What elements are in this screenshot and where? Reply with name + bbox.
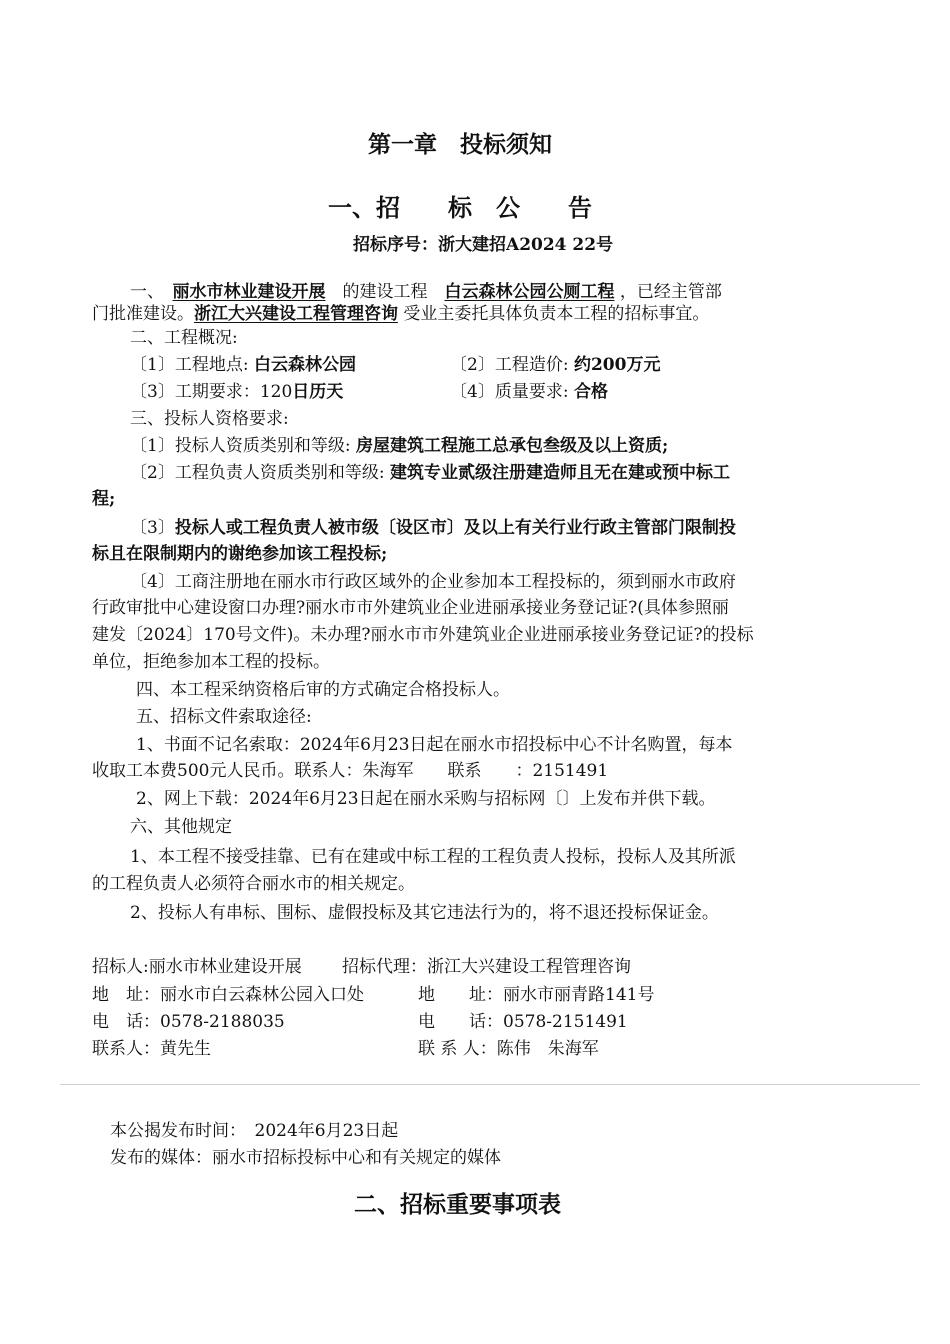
- intro-prefix: 一、: [130, 282, 156, 302]
- quality-label: 〔4〕质量要求:: [450, 382, 569, 402]
- tenderer-address: 地 址：丽水市白云森林公园入口处: [92, 985, 364, 1005]
- qualification-1: [130, 434, 668, 458]
- qualification-2-value: 建筑专业贰级注册建造师且无在建或预中标工: [389, 463, 730, 483]
- cost-value: 约200万元: [573, 355, 661, 375]
- divider-line: [60, 1084, 920, 1085]
- agency-phone: 电 话：0578-2151491: [418, 1012, 628, 1032]
- qualification-1-value: 房屋建筑工程施工总承包叁级及以上资质;: [355, 436, 669, 456]
- qualification-4-line-4: 单位，拒绝参加本工程的投标。: [92, 652, 330, 672]
- tenderer-phone: 电 话：0578-2188035: [92, 1012, 285, 1032]
- overview-heading: 二、工程概况:: [130, 328, 238, 348]
- section-5-item-2: 2、网上下载：2024年6月23日起在丽水采购与招标网〔〕上发布并供下载。: [136, 789, 716, 809]
- qualification-2-cont: 程;: [92, 489, 116, 509]
- publish-time: 本公揭发布时间： 2024年6月23日起: [110, 1121, 399, 1141]
- agency-address: 地 址：丽水市丽青路141号: [418, 985, 655, 1005]
- section-6-heading: 六、其他规定: [130, 817, 232, 837]
- qualification-1-label: 〔1〕投标人资质类别和等级:: [130, 436, 351, 456]
- section-5-item-1-line-1: 1、书面不记名索取：2024年6月23日起在丽水市招投标中心不计名购置，每本: [136, 735, 733, 755]
- tenderer-contact: 联系人：黄先生: [92, 1039, 211, 1059]
- agency-contact: 联 系 人：陈伟 朱海军: [418, 1039, 599, 1059]
- qualification-2: [130, 461, 730, 485]
- qualification-3: [130, 516, 736, 540]
- owner-name: 丽水市林业建设开展: [172, 282, 326, 302]
- section-title-announcement: 一、招 标 公 告: [328, 194, 592, 222]
- intro-line2-suffix: 受业主委托具体负责本工程的招标事宜。: [403, 304, 710, 324]
- section-6-item-2: 2、投标人有串标、围标、虚假投标及其它违法行为的，将不退还投标保证金。: [130, 903, 719, 923]
- location-value: 白云森林公园: [253, 355, 356, 375]
- period-value: 日历天: [292, 382, 344, 402]
- overview-period: [130, 380, 343, 404]
- tender-serial-number: 招标序号：浙大建招A2024 22号: [353, 235, 614, 255]
- qualification-3-label: 〔3〕: [130, 518, 175, 538]
- intro-line-1: [130, 280, 722, 304]
- overview-cost: [450, 353, 660, 377]
- chapter-title: 第一章 投标须知: [368, 132, 552, 158]
- tenderer-name: 招标人:丽水市林业建设开展: [92, 957, 302, 977]
- qualification-3-cont: 标且在限制期内的谢绝参加该工程投标;: [92, 544, 388, 564]
- period-label: 〔3〕工期要求：120: [130, 382, 293, 402]
- agent-name: 浙江大兴建设工程管理咨询: [194, 304, 398, 324]
- project-name: 白云森林公园公厕工程: [444, 282, 615, 302]
- overview-location: [130, 353, 356, 377]
- publish-media: 发布的媒体：丽水市招标投标中心和有关规定的媒体: [110, 1148, 501, 1168]
- agency-name: 招标代理：浙江大兴建设工程管理咨询: [342, 957, 631, 977]
- overview-quality: [450, 380, 608, 404]
- intro-mid-1: 的建设工程: [342, 282, 428, 302]
- quality-value: 合格: [573, 382, 608, 402]
- section-title-key-items: 二、招标重要事项表: [354, 1192, 561, 1218]
- qualification-heading: 三、投标人资格要求:: [130, 409, 289, 429]
- qualification-3-value: 投标人或工程负责人被市级〔设区市〕及以上有关行业行政主管部门限制投: [174, 518, 736, 538]
- location-label: 〔1〕工程地点:: [130, 355, 249, 375]
- section-4-text: 四、本工程采纳资格后审的方式确定合格投标人。: [136, 680, 510, 700]
- qualification-4-line-2: 行政审批中心建设窗口办理?丽水市市外建筑业企业进丽承接业务登记证?(具体参照丽: [92, 598, 729, 618]
- section-5-heading: 五、招标文件索取途径:: [136, 707, 312, 727]
- section-5-item-1-line-2: 收取工本费500元人民币。联系人：朱海军 联系 ：2151491: [92, 761, 609, 781]
- qualification-2-label: 〔2〕工程负责人资质类别和等级:: [130, 463, 385, 483]
- qualification-4-line-1: 〔4〕工商注册地在丽水市行政区域外的企业参加本工程投标的，须到丽水市政府: [130, 572, 736, 592]
- section-6-item-1-line-2: 的工程负责人必须符合丽水市的相关规定。: [92, 874, 415, 894]
- section-6-item-1-line-1: 1、本工程不接受挂靠、已有在建或中标工程的工程负责人投标，投标人及其所派: [130, 847, 736, 867]
- intro-line-2: [92, 302, 709, 326]
- cost-label: 〔2〕工程造价:: [450, 355, 569, 375]
- intro-line2-prefix: 门批准建设。: [92, 304, 194, 324]
- intro-mid-2: ，已经主管部: [619, 282, 722, 302]
- qualification-4-line-3: 建发〔2024〕170号文件)。未办理?丽水市市外建筑业企业进丽承接业务登记证?的投标: [92, 625, 754, 645]
